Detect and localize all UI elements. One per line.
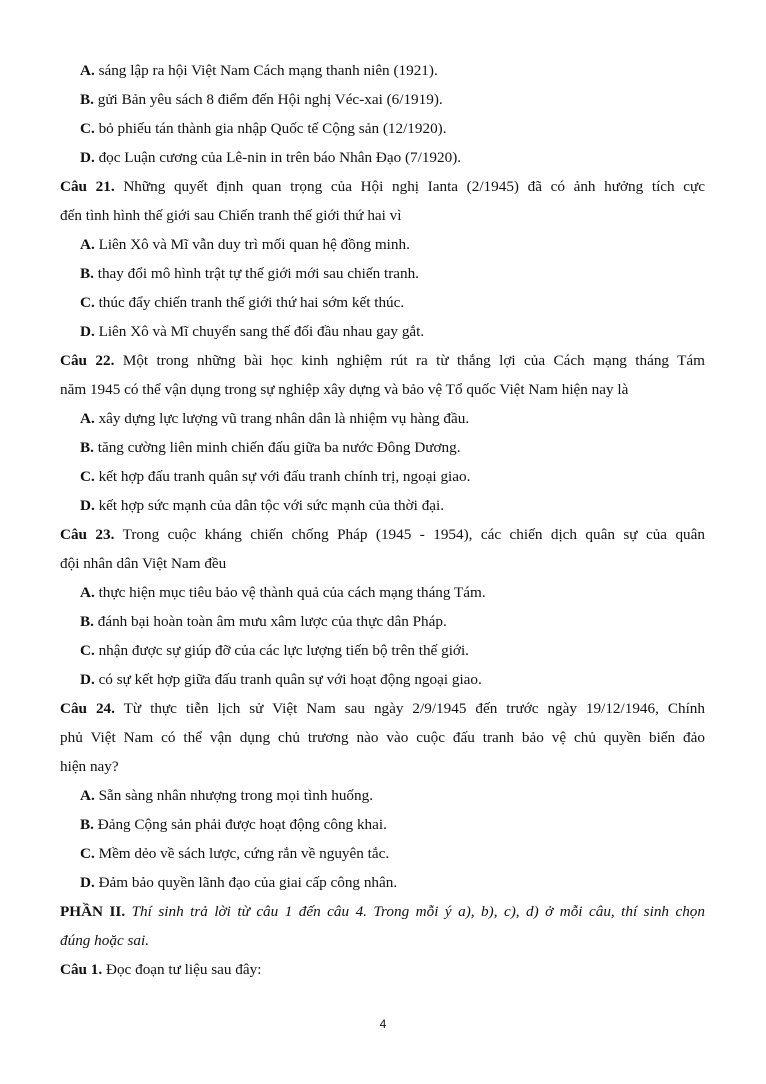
option-label: D. [80, 497, 95, 514]
option-text: Liên Xô và Mĩ vẫn duy trì mối quan hệ đồng minh. [98, 236, 410, 253]
option-text: Sẵn sàng nhân nhượng trong mọi tình huống. [98, 787, 373, 804]
q20-option-d [80, 143, 705, 172]
option-label: A. [80, 62, 95, 79]
option-text: kết hợp sức mạnh của dân tộc với sức mạnh của thời đại. [98, 497, 445, 514]
option-label: C. [80, 468, 95, 485]
option-label: B. [80, 816, 94, 833]
q23-option-d [80, 665, 705, 694]
option-label: B. [80, 265, 94, 282]
q22-option-b [80, 433, 705, 462]
q24-stem-line1 [60, 694, 705, 723]
q23-stem-line2: đội nhân dân Việt Nam đều [60, 555, 227, 572]
q24-stem-line2: phủ Việt Nam có thể vận dụng chủ trương nào vào cuộc đấu tranh bảo vệ chủ quyền biển đảo [60, 729, 705, 746]
q21-option-a [80, 230, 705, 259]
option-label: C. [80, 642, 95, 659]
q21-stem-line1 [60, 172, 705, 201]
option-text: thay đổi mô hình trật tự thế giới mới sau chiến tranh. [97, 265, 419, 282]
q23-option-b [80, 607, 705, 636]
option-text: có sự kết hợp giữa đấu tranh quân sự với hoạt động ngoại giao. [98, 671, 482, 688]
option-text: đọc Luận cương của Lê-nin in trên báo Nhân Đạo (7/1920). [98, 149, 462, 166]
option-label: B. [80, 91, 94, 108]
question-label: Câu 21. [60, 178, 115, 195]
option-label: C. [80, 845, 95, 862]
q23-option-c [80, 636, 705, 665]
option-label: A. [80, 410, 95, 427]
question-label: Câu 1. [60, 961, 103, 978]
option-text: xây dựng lực lượng vũ trang nhân dân là nhiệm vụ hàng đầu. [98, 410, 470, 427]
option-label: D. [80, 323, 95, 340]
q21-option-d [80, 317, 705, 346]
q20-option-a [80, 56, 705, 85]
q24-option-a [80, 781, 705, 810]
option-text: bỏ phiếu tán thành gia nhập Quốc tế Cộng sản (12/1920). [98, 120, 447, 137]
option-label: A. [80, 236, 95, 253]
q22-option-c [80, 462, 705, 491]
option-label: B. [80, 439, 94, 456]
option-label: C. [80, 120, 95, 137]
q22-stem-line2: năm 1945 có thể vận dụng trong sự nghiệp xây dựng và bảo vệ Tổ quốc Việt Nam hiện nay là [60, 381, 629, 398]
option-text: sáng lập ra hội Việt Nam Cách mạng thanh niên (1921). [98, 62, 438, 79]
option-text: đánh bại hoàn toàn âm mưu xâm lược của thực dân Pháp. [97, 613, 447, 630]
q22-option-d [80, 491, 705, 520]
option-label: A. [80, 584, 95, 601]
part2-instruction-line1 [60, 897, 705, 926]
option-text: kết hợp đấu tranh quân sự với đấu tranh chính trị, ngoại giao. [98, 468, 471, 485]
q20-option-c [80, 114, 705, 143]
option-text: gửi Bản yêu sách 8 điểm đến Hội nghị Véc-xai (6/1919). [97, 91, 443, 108]
option-text: Đảng Cộng sản phải được hoạt động công khai. [97, 816, 387, 833]
option-label: B. [80, 613, 94, 630]
option-text: tăng cường liên minh chiến đấu giữa ba nước Đông Dương. [97, 439, 461, 456]
option-label: D. [80, 874, 95, 891]
q20-option-b [80, 85, 705, 114]
option-label: C. [80, 294, 95, 311]
q24-option-b [80, 810, 705, 839]
q21-option-c [80, 288, 705, 317]
option-text: Mềm dẻo về sách lược, cứng rắn về nguyên tắc. [98, 845, 390, 862]
option-text: Đảm bảo quyền lãnh đạo của giai cấp công nhân. [98, 874, 398, 891]
question-text: Đọc đoạn tư liệu sau đây: [106, 961, 262, 978]
question-text: Từ thực tiễn lịch sử Việt Nam sau ngày 2/9/1945 đến trước ngày 19/12/1946, Chính [123, 700, 705, 717]
part-instruction-text: Thí sinh trả lời từ câu 1 đến câu 4. Trong mỗi ý a), b), c), d) ở mỗi câu, thí sinh chọn [131, 903, 705, 920]
q23-option-a [80, 578, 705, 607]
q1-stem [60, 955, 705, 984]
q22-option-a [80, 404, 705, 433]
q23-stem-line1 [60, 520, 705, 549]
q24-option-c [80, 839, 705, 868]
question-text: Trong cuộc kháng chiến chống Pháp (1945 - 1954), các chiến dịch quân sự của quân [122, 526, 705, 543]
page-number: 4 [379, 1017, 387, 1031]
part2-instruction-line2: đúng hoặc sai. [60, 932, 150, 949]
option-text: nhận được sự giúp đỡ của các lực lượng tiến bộ trên thế giới. [98, 642, 469, 659]
question-text: Một trong những bài học kinh nghiệm rút ra từ thắng lợi của Cách mạng tháng Tám [122, 352, 705, 369]
q24-stem-line3: hiện nay? [60, 758, 119, 775]
question-label: Câu 22. [60, 352, 115, 369]
option-label: D. [80, 149, 95, 166]
q21-stem-line2: đến tình hình thế giới sau Chiến tranh thế giới thứ hai vì [60, 207, 402, 224]
option-label: D. [80, 671, 95, 688]
q24-option-d [80, 868, 705, 897]
q21-option-b [80, 259, 705, 288]
part-label: PHẦN II. [60, 903, 126, 920]
question-label: Câu 23. [60, 526, 115, 543]
q22-stem-line1 [60, 346, 705, 375]
option-text: thực hiện mục tiêu bảo vệ thành quả của cách mạng tháng Tám. [98, 584, 486, 601]
option-text: thúc đẩy chiến tranh thế giới thứ hai sớm kết thúc. [98, 294, 405, 311]
option-label: A. [80, 787, 95, 804]
question-label: Câu 24. [60, 700, 115, 717]
question-text: Những quyết định quan trọng của Hội nghị Ianta (2/1945) đã có ảnh hưởng tích cực [123, 178, 705, 195]
option-text: Liên Xô và Mĩ chuyển sang thế đối đầu nhau gay gắt. [98, 323, 425, 340]
